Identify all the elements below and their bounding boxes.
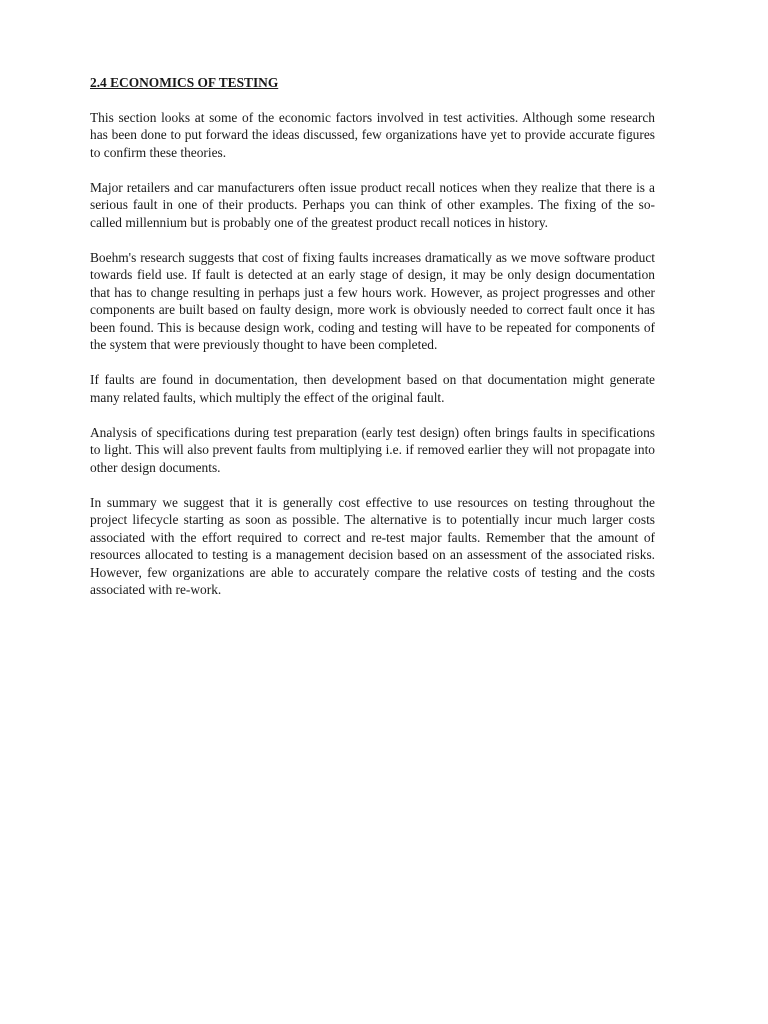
paragraph-product-recall: Major retailers and car manufacturers often issue product recall notices when they realize that there is a serious fault in one of their products. Perhaps you can think of other examples. The fixing of the so-called millennium but is probably one of the greatest product recall notices in history. — [90, 179, 655, 230]
section-heading: 2.4 ECONOMICS OF TESTING — [90, 75, 279, 90]
paragraph-summary: In summary we suggest that it is generally cost effective to use resources on testing throughout the project lifecycle starting as soon as possible. The alternative is to potentially incur much larger costs associated with the effort required to correct and re-test major faults. Remember that the amount of resources allocated to testing is a management decision based on an assessment of the associated risks. However, few organizations are able to accurately compare the relative costs of testing and the costs associated with re-work. — [90, 494, 655, 597]
paragraph-boehm-research: Boehm's research suggests that cost of fixing faults increases dramatically as we move software product towards field use. If fault is detected at an early stage of design, it may be only design documentation that has to change resulting in perhaps just a few hours work. However, as project progresses and other components are built based on faulty design, more work is obviously needed to correct fault once it has been found. This is because design work, coding and testing will have to be repeated for components of the system that were previously thought to have been completed. — [90, 249, 655, 352]
paragraph-intro: This section looks at some of the economic factors involved in test activities. Although some research has been done to put forward the ideas discussed, few organizations have yet to provide accurate figures to confirm these theories. — [90, 109, 655, 160]
paragraph-specification-analysis: Analysis of specifications during test preparation (early test design) often brings faults in specifications to light. This will also prevent faults from multiplying i.e. if removed earlier they will not propagate into other design documents. — [90, 424, 655, 475]
document-body — [90, 74, 655, 616]
paragraph-documentation-faults: If faults are found in documentation, then development based on that documentation might generate many related faults, which multiply the effect of the original fault. — [90, 372, 655, 405]
